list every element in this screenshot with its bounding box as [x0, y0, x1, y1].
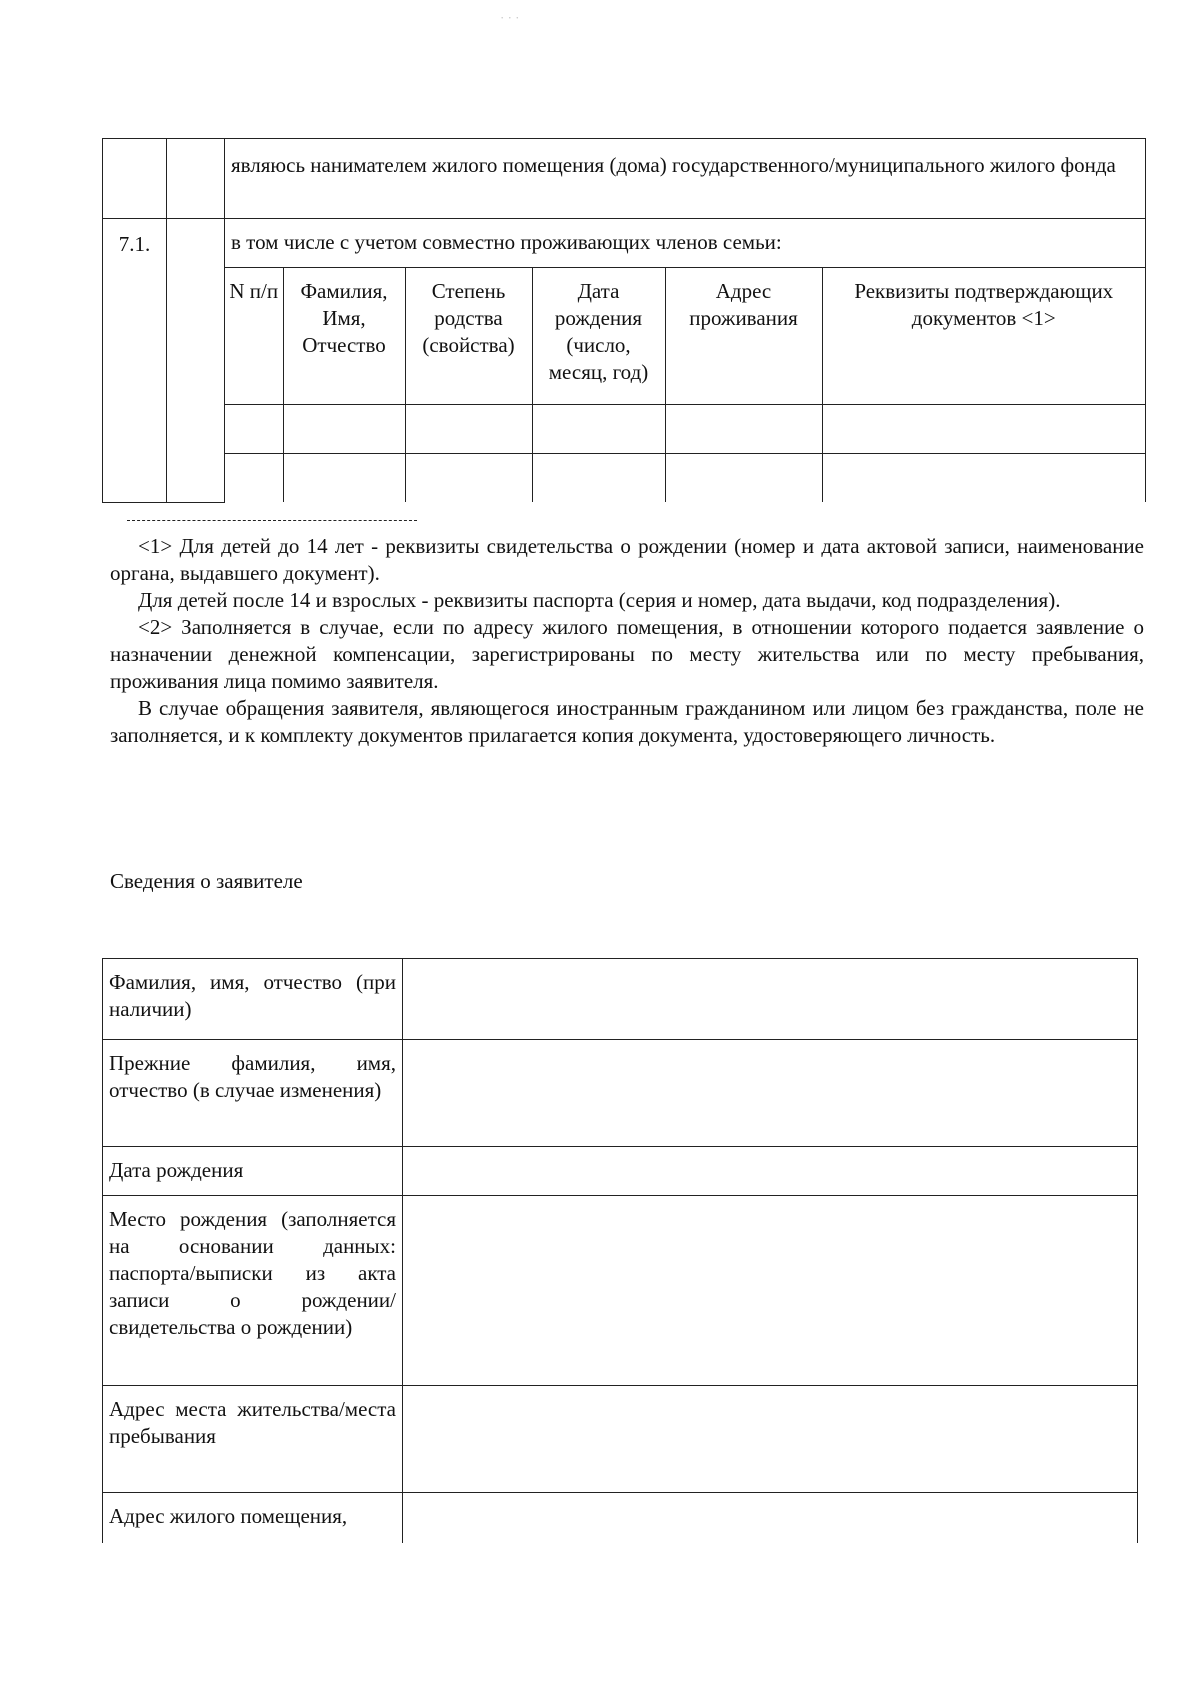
- empty-cell[interactable]: [283, 453, 405, 502]
- field-value-previous-name[interactable]: [403, 1040, 1138, 1147]
- field-label-dwelling-address: Адрес жилого помещения,: [103, 1493, 403, 1543]
- footnote-2: <2> Заполняется в случае, если по адресу жилого помещения, в отношении которого подается заявление о назначении денежной компенсации, зарегистрированы по месту жительства или по месту пребывания, проживания лица помимо заявителя.: [110, 615, 1144, 693]
- field-label-residence-address: Адрес места жительства/места пребывания: [103, 1386, 403, 1493]
- family-members-subtable: [225, 268, 1145, 502]
- header-address: Адрес проживания: [665, 268, 822, 404]
- header-full-name: Фамилия, Имя, Отчество: [283, 268, 405, 404]
- family-members-table: [102, 138, 1146, 503]
- row-number-cell: [103, 139, 167, 219]
- header-documents: Реквизиты подтверждающих документов <1>: [822, 268, 1145, 404]
- footnote-1-continued: Для детей после 14 и взрослых - реквизиты паспорта (серия и номер, дата выдачи, код подразделения).: [138, 588, 1061, 612]
- empty-cell[interactable]: [225, 453, 283, 502]
- footnote-2-continued: В случае обращения заявителя, являющегося иностранным гражданином или лицом без гражданства, поле не заполняется, и к комплекту документов прилагается копия документа, удостоверяющего личность.: [110, 696, 1144, 747]
- row-mark-cell: [167, 219, 225, 503]
- field-value-residence-address[interactable]: [403, 1386, 1138, 1493]
- empty-cell[interactable]: [532, 453, 665, 502]
- footnote-divider: [127, 520, 417, 521]
- empty-cell[interactable]: [225, 404, 283, 453]
- empty-cell[interactable]: [405, 404, 532, 453]
- empty-cell[interactable]: [532, 404, 665, 453]
- empty-cell[interactable]: [822, 453, 1145, 502]
- empty-cell[interactable]: [822, 404, 1145, 453]
- family-members-caption: в том числе с учетом совместно проживающих членов семьи:: [225, 219, 1146, 268]
- field-value-full-name[interactable]: [403, 959, 1138, 1040]
- field-value-birth-date[interactable]: [403, 1147, 1138, 1196]
- header-birth-date: Дата рождения (число, месяц, год): [532, 268, 665, 404]
- footnotes: [110, 520, 1144, 749]
- footnote-1: <1> Для детей до 14 лет - реквизиты свидетельства о рождении (номер и дата актовой записи, наименование органа, выдавшего документ).: [110, 534, 1144, 585]
- family-members-subtable-cell: [225, 268, 1146, 503]
- empty-cell[interactable]: [665, 453, 822, 502]
- header-relationship: Степень родства (свойства): [405, 268, 532, 404]
- empty-cell[interactable]: [283, 404, 405, 453]
- tenant-statement: являюсь нанимателем жилого помещения (дома) государственного/муниципального жилого фонда: [225, 139, 1146, 219]
- faint-header-mark: · · ·: [500, 10, 520, 25]
- row-number-7-1: 7.1.: [103, 219, 167, 503]
- field-value-birth-place[interactable]: [403, 1196, 1138, 1386]
- section-title: Сведения о заявителе: [110, 869, 303, 893]
- row-mark-cell: [167, 139, 225, 219]
- field-label-full-name: Фамилия, имя, отчество (при наличии): [103, 959, 403, 1040]
- empty-cell[interactable]: [665, 404, 822, 453]
- field-label-birth-date: Дата рождения: [103, 1147, 403, 1196]
- empty-cell[interactable]: [405, 453, 532, 502]
- field-value-dwelling-address[interactable]: [403, 1493, 1138, 1543]
- field-label-previous-name: Прежние фамилия, имя, отчество (в случае изменения): [103, 1040, 403, 1147]
- header-number: N п/п: [225, 268, 283, 404]
- field-label-birth-place: Место рождения (заполняется на основании данных: паспорта/выписки из акта записи о рождении/свидетельства о рождении): [103, 1196, 403, 1386]
- applicant-info-table: [102, 958, 1138, 1543]
